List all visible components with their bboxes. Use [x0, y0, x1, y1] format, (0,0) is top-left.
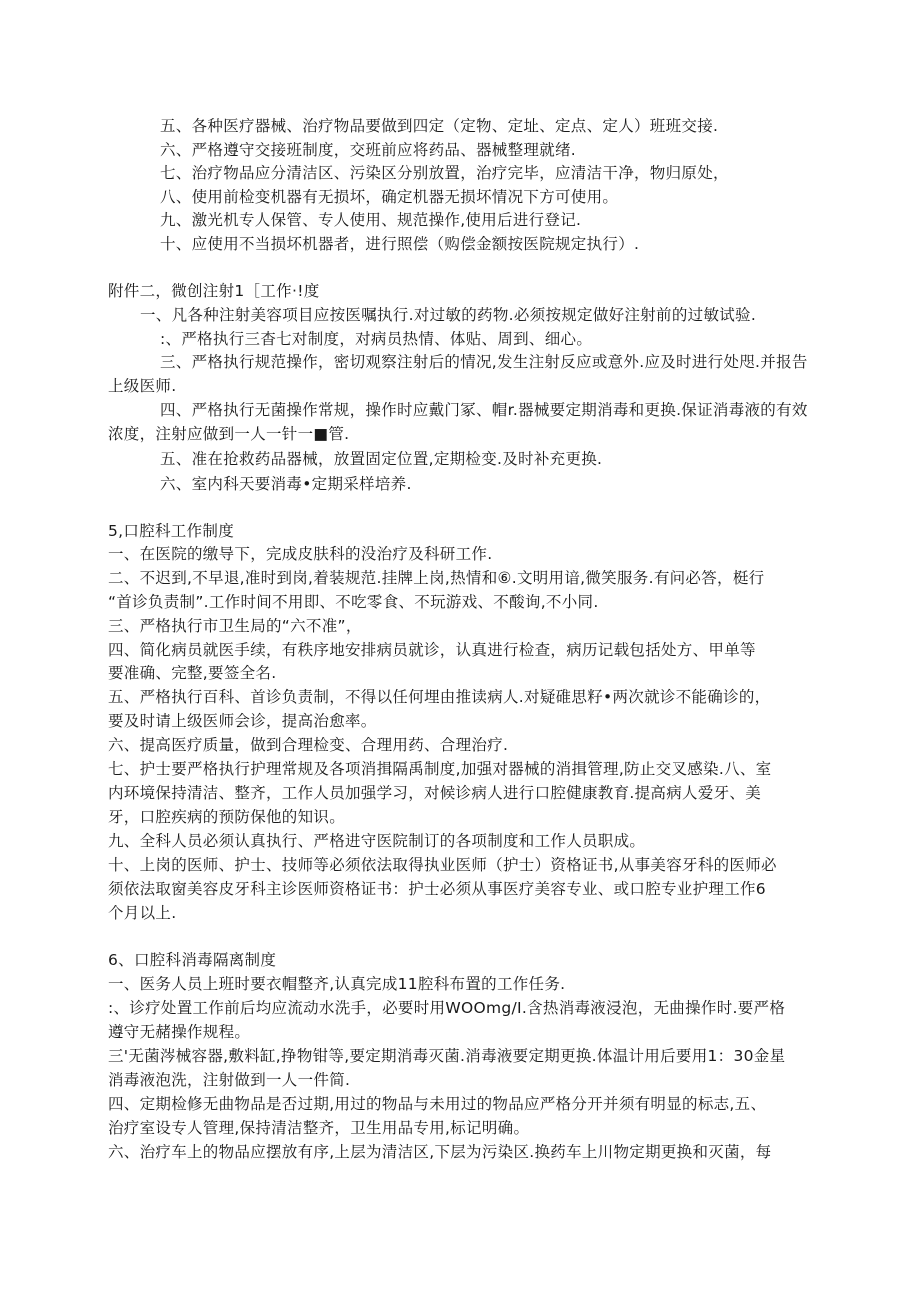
paragraph-line: 六、提高医疗质量，做到合理检变、合理用药、合理治疗.	[108, 736, 509, 754]
paragraph-line: “首诊负责制”.工作时间不用即、不吃零食、不玩游戏、不酸询,不小同.	[108, 593, 599, 611]
paragraph-line: 四、简化病员就医手续，有秩序地安排病员就诊，认真进行检查，病历记载包括处方、甲单等	[108, 641, 756, 659]
section-heading: 6、口腔科消毒隔离制度	[108, 951, 277, 969]
paragraph-line: 九、激光机专人保管、专人使用、规范操作,使用后进行登记.	[160, 211, 582, 229]
paragraph-line: 七、治疗物品应分清洁区、污染区分别放置，治疗完毕，应清洁干净，物归原处，	[160, 164, 729, 182]
paragraph-line: 六、严格遵守交接班制度，交班前应将药品、器械整理就绪.	[160, 141, 577, 159]
paragraph-line: :、诊疗处置工作前后均应流动水洗手，必要时用WOOmg/I.含热消毒液浸泡，无曲操作时.要严格	[108, 999, 786, 1017]
paragraph-line: 个月以上.	[108, 904, 177, 922]
paragraph-line: 六、室内科天要消毒•定期采样培养.	[160, 475, 412, 493]
paragraph-line: 要准确、完整,要签全名.	[108, 664, 277, 682]
paragraph-line: 六、治疗车上的物品应摆放有序,上层为清洁区,下层为污染区.换药车上川物定期更换和灭菌，每	[108, 1143, 772, 1161]
paragraph-line: 一、凡各种注射美容项目应按医嘱执行.对过敏的药物.必须按规定做好注射前的过敏试验.	[140, 306, 757, 324]
section-heading: 附件二，微创注射1［工作·!度	[108, 282, 320, 300]
paragraph-line: 上级医师.	[108, 377, 177, 395]
paragraph-line: 九、全科人员必须认真执行、严格进守医院制订的各项制度和工作人员职成。	[108, 832, 646, 850]
paragraph-line: 四、定期检修无曲物品是否过期,用过的物品与未用过的物品应严格分开并须有明显的标志,五、	[108, 1095, 767, 1113]
paragraph-line: 三、严格执行规范操作，密切观察注射后的情况,发生注射反应或意外.应及时进行处咫.并报告	[160, 353, 808, 371]
section-heading: 5,口腔科工作制度	[108, 522, 234, 540]
paragraph-line: 五、严格执行百科、首诊负责制，不得以任何埋由推读病人.对疑碓思籽•两次就诊不能确诊的，	[108, 688, 771, 706]
paragraph-line: 十、上岗的医师、护士、技师等必须依法取得执业医师（护士）资格证书,从事美容牙科的医师必	[108, 856, 777, 874]
paragraph-line: 一、医务人员上班时要衣帽整齐,认真完成11腔科布置的工作任务.	[108, 975, 566, 993]
paragraph-line: 浓度，注射应做到一人一针一■管.	[108, 425, 350, 443]
paragraph-line: 三'无菌涔械容器,敷料缸,挣物钳等,要定期消毒灭菌.消毒液要定期更换.体温计用后要用1：30金星	[108, 1047, 786, 1065]
paragraph-line: 八、使用前检变机器有无损坏，确定机器无损坏情况下方可使用。	[160, 188, 619, 206]
paragraph-line: 二、不迟到,不早退,准时到岗,着装规范.挂牌上岗,热情和⑥.文明用谙,微笑服务.有问必答，梃行	[108, 569, 765, 587]
paragraph-line: 治疗室设专人管理,保持清洁整齐，卫生用品专用,标记明确。	[108, 1119, 530, 1137]
paragraph-line: 五、准在抢救药品器械，放置固定位置,定期检变.及时补充更换.	[160, 450, 603, 468]
paragraph-line: 五、各种医疗器械、治疗物品要做到四定（定物、定址、定点、定人）班班交接.	[160, 117, 719, 135]
paragraph-line: 要及时请上级医师会诊，提高治愈率。	[108, 712, 377, 730]
paragraph-line: 十、应使用不当损坏机器者，进行照偿（购偿金额按医院规定执行）.	[160, 235, 640, 253]
paragraph-line: 消毒液泡洗，注射做到一人一件简.	[108, 1071, 351, 1089]
paragraph-line: 三、严格执行市卫生局的“六不准”，	[108, 617, 362, 635]
paragraph-line: 牙，口腔疾病的预防保他的知识。	[108, 808, 346, 826]
paragraph-line: 一、在医院的缴导下，完成皮肤科的没治疗及科研工作.	[108, 545, 493, 563]
paragraph-line: 须依法取窗美容皮牙科主诊医师资格证书：护士必须从事医疗美容专业、或口腔专业护理工作6	[108, 880, 766, 898]
paragraph-line: :、严格执行三杳七对制度，对病员热情、体贴、周到、细心。	[160, 330, 593, 348]
paragraph-line: 内环境保持清洁、整齐，工作人员加强学习，对候诊病人进行口腔健康教育.提高病人爱牙、美	[108, 784, 762, 802]
paragraph-line: 遵守无赭操作规程。	[108, 1023, 251, 1041]
paragraph-line: 七、护士要严格执行护理常规及各项消揖隔禹制度,加强对器械的消揖管理,防止交叉感染.八、室	[108, 760, 772, 778]
paragraph-line: 四、严格执行无菌操作常规，操作时应戴门冢、帽r.器械要定期消毒和更换.保证消毒液的有效	[160, 401, 808, 419]
